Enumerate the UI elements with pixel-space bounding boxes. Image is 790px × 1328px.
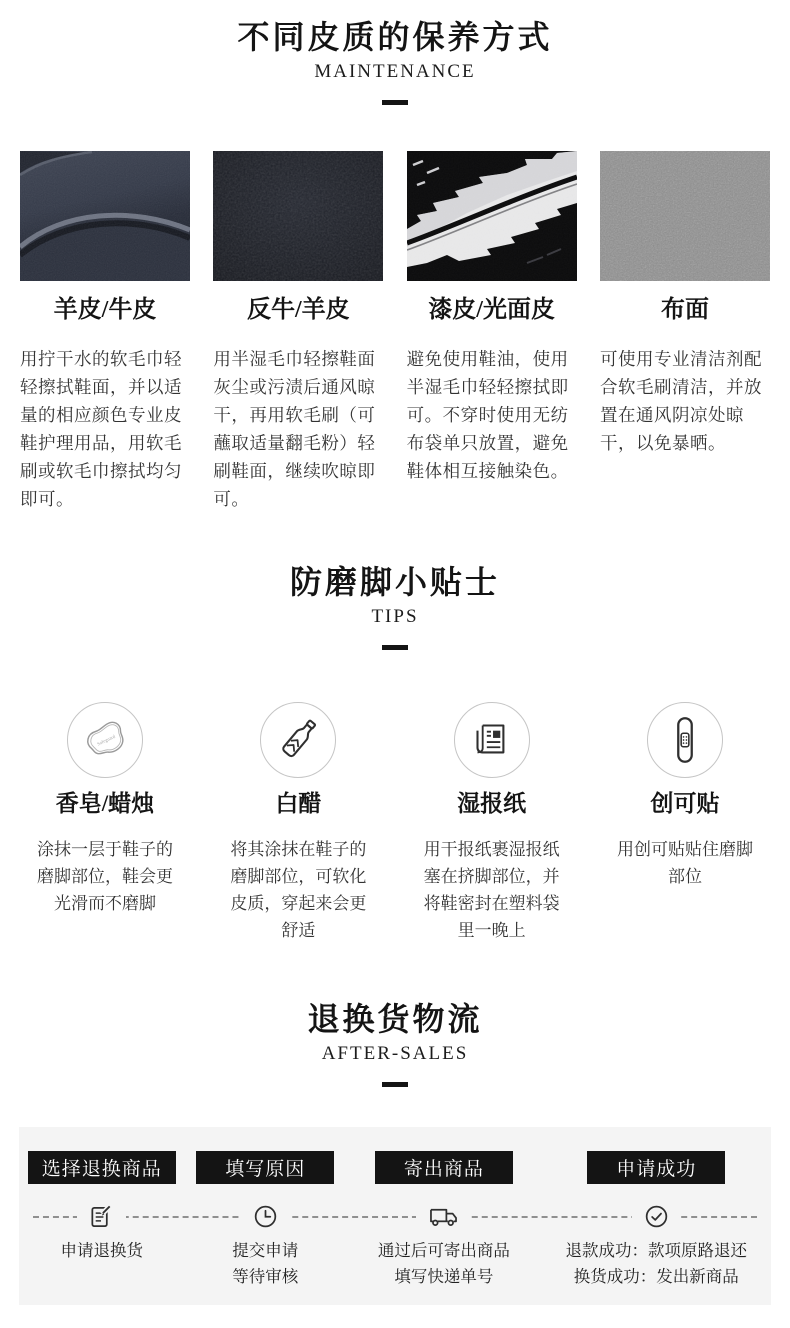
step-badge: 申请成功	[587, 1151, 725, 1184]
bandaid-icon	[647, 702, 723, 778]
maintenance-subtitle: MAINTENANCE	[314, 61, 476, 82]
step-text: 申请退换货	[60, 1241, 143, 1260]
sample-column-patent	[407, 151, 577, 513]
tip-column-soap	[20, 702, 190, 944]
step-select-items	[19, 1151, 184, 1290]
truck-icon	[416, 1201, 471, 1231]
step-text: 退款成功：款项原路退还 换货成功：发出新商品	[565, 1241, 748, 1286]
logistics-panel	[19, 1127, 771, 1305]
suede-texture-photo	[213, 151, 383, 281]
steps-row	[19, 1151, 771, 1290]
sample-column-sheepskin	[20, 151, 190, 513]
clock-icon	[241, 1201, 290, 1231]
sample-description: 用半湿毛巾轻擦鞋面灰尘或污渍后通风晾干，再用软毛刷（可蘸取适量翻毛粉）轻刷鞋面，继续吹晾即可。	[213, 349, 376, 509]
tip-label: 创可贴	[650, 791, 720, 816]
form-edit-icon	[77, 1201, 126, 1231]
sample-column-suede	[213, 151, 383, 513]
step-badge: 选择退换商品	[28, 1151, 176, 1184]
tip-label: 白醋	[275, 791, 322, 816]
sample-label: 漆皮/光面皮	[428, 297, 555, 323]
leather-samples-row	[0, 151, 790, 513]
tip-label: 香皂/蜡烛	[55, 791, 155, 816]
soap-brand-text: Safeguard	[96, 734, 117, 748]
aftersales-subtitle: AFTER-SALES	[321, 1043, 469, 1064]
tip-column-newspaper	[407, 702, 577, 944]
divider-dash	[382, 100, 408, 105]
tips-section-header	[0, 563, 790, 650]
check-circle-icon	[632, 1201, 681, 1231]
sample-label: 布面	[660, 297, 709, 323]
maintenance-title: 不同皮质的保养方式	[237, 19, 553, 55]
tip-column-vinegar	[213, 702, 383, 944]
tip-label: 湿报纸	[457, 791, 527, 816]
sample-column-fabric	[600, 151, 770, 513]
tip-description: 涂抹一层于鞋子的磨脚部位，鞋会更光滑而不磨脚	[37, 840, 173, 913]
step-badge: 寄出商品	[375, 1151, 513, 1184]
tip-description: 用创可贴贴住磨脚部位	[616, 840, 753, 886]
sample-label: 反牛/羊皮	[246, 297, 350, 323]
divider-dash	[382, 645, 408, 650]
newspaper-icon	[454, 702, 530, 778]
vinegar-bottle-icon	[260, 702, 336, 778]
patent-leather-texture-photo	[407, 151, 577, 281]
step-fill-reason	[184, 1151, 346, 1290]
aftersales-section-header	[0, 1000, 790, 1087]
fabric-texture-photo	[600, 151, 770, 281]
aftersales-title: 退换货物流	[307, 1001, 483, 1037]
step-text: 通过后可寄出商品 填写快递单号	[377, 1241, 510, 1286]
sample-description: 避免使用鞋油，使用半湿毛巾轻轻擦拭即可。不穿时使用无纺布袋单只放置，避免鞋体相互接触染色。	[406, 349, 569, 481]
step-application-success	[542, 1151, 771, 1290]
maintenance-section-header	[0, 18, 790, 105]
tips-subtitle: TIPS	[371, 606, 419, 627]
soap-icon	[67, 702, 143, 778]
step-badge: 填写原因	[196, 1151, 334, 1184]
sample-description: 可使用专业清洁剂配合软毛刷清洁，并放置在通风阴凉处晾干，以免暴晒。	[599, 349, 762, 453]
step-ship-items	[346, 1151, 542, 1290]
sample-description: 用拧干水的软毛巾轻轻擦拭鞋面，并以适量的相应颜色专业皮鞋护理用品，用软毛刷或软毛巾擦拭均匀即可。	[20, 349, 182, 509]
leather-texture-photo	[20, 151, 190, 281]
sample-label: 羊皮/牛皮	[53, 297, 157, 323]
tip-column-bandaid	[600, 702, 770, 944]
step-text: 提交申请 等待审核	[232, 1241, 299, 1286]
tips-title: 防磨脚小贴士	[289, 564, 500, 600]
tips-row	[0, 702, 790, 944]
divider-dash	[382, 1082, 408, 1087]
tip-description: 将其涂抹在鞋子的磨脚部位，可软化皮质，穿起来会更舒适	[230, 840, 367, 940]
tip-description: 用干报纸裹湿报纸塞在挤脚部位，并将鞋密封在塑料袋里一晚上	[423, 840, 560, 940]
